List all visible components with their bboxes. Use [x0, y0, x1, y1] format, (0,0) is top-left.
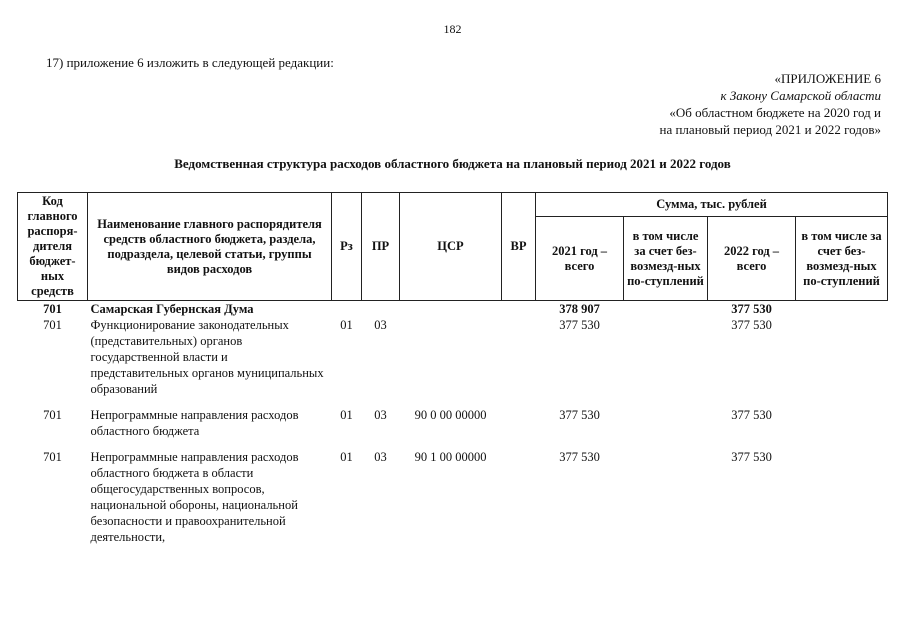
cell-vr: [502, 407, 536, 449]
cell-2022-free: [796, 449, 888, 555]
cell-name: Непрограммные направления расходов областного бюджета в области общегосударственных вопросов, национальной обороны, национальной безопасности и правоохранительной деятельности,: [90, 450, 299, 544]
col-header-name: Наименование главного распорядителя средств областного бюджета, раздела, подраздела, целевой статьи, группы видов расходов: [88, 193, 332, 301]
cell-vr: [502, 301, 536, 318]
cell-2021: 377 530: [559, 408, 600, 422]
col-header-2021: 2021 год – всего: [536, 217, 624, 301]
appendix-header: [660, 70, 882, 138]
cell-2022: 377 530: [731, 450, 772, 464]
cell-2022: 377 530: [731, 318, 772, 332]
appendix-law-title: «Об областном бюджете на 2020 год и: [669, 105, 881, 120]
cell-2022-free: [796, 317, 888, 407]
intro-text: 17) приложение 6 изложить в следующей редакции:: [46, 55, 334, 70]
col-header-csr: ЦСР: [400, 193, 502, 301]
cell-csr: 90 1 00 00000: [414, 450, 487, 464]
cell-2021: 378 907: [559, 302, 600, 316]
cell-code: 701: [43, 450, 62, 464]
appendix-law: к Закону Самарской области: [720, 88, 881, 103]
cell-2022: 377 530: [731, 408, 772, 422]
col-header-vr: ВР: [502, 193, 536, 301]
cell-pr: 03: [374, 450, 387, 464]
cell-rz: [332, 301, 362, 318]
table-row: [18, 317, 888, 407]
budget-table: [17, 192, 888, 555]
cell-rz: 01: [340, 318, 353, 332]
cell-rz: 01: [340, 450, 353, 464]
cell-pr: [362, 301, 400, 318]
cell-vr: [502, 317, 536, 407]
cell-2021-free: [624, 449, 708, 555]
table-row: [18, 449, 888, 555]
col-header-2022-free: в том числе за счет без-возмезд-ных по-ступлений: [796, 217, 888, 301]
table-row: [18, 301, 888, 318]
cell-csr: 90 0 00 00000: [414, 408, 487, 422]
col-header-2021-free: в том числе за счет без-возмезд-ных по-ступлений: [624, 217, 708, 301]
appendix-label: «ПРИЛОЖЕНИЕ 6: [774, 71, 881, 86]
col-header-2022: 2022 год – всего: [708, 217, 796, 301]
appendix-law-title-cont: на плановый период 2021 и 2022 годов»: [659, 122, 881, 137]
cell-name: Самарская Губернская Дума: [90, 302, 254, 316]
col-header-rz: Рз: [332, 193, 362, 301]
cell-csr: [400, 301, 502, 318]
col-header-pr: ПР: [362, 193, 400, 301]
cell-2021-free: [624, 407, 708, 449]
cell-2021: 377 530: [559, 318, 600, 332]
cell-pr: 03: [374, 318, 387, 332]
document-title: Ведомственная структура расходов областного бюджета на плановый период 2021 и 2022 годов: [174, 156, 731, 171]
cell-rz: 01: [340, 408, 353, 422]
table-row: [18, 407, 888, 449]
cell-2022-free: [796, 407, 888, 449]
cell-vr: [502, 449, 536, 555]
cell-name: Непрограммные направления расходов областного бюджета: [90, 408, 299, 438]
cell-code: 701: [43, 318, 62, 332]
cell-pr: 03: [374, 408, 387, 422]
cell-2021-free: [624, 317, 708, 407]
cell-csr: [400, 317, 502, 407]
table-header-row: [18, 193, 888, 217]
cell-code: 701: [43, 408, 62, 422]
cell-code: 701: [43, 302, 62, 316]
page-number: 182: [443, 22, 462, 36]
cell-2022: 377 530: [731, 302, 772, 316]
cell-2022-free: [796, 301, 888, 318]
cell-2021: 377 530: [559, 450, 600, 464]
col-header-sum: Сумма, тыс. рублей: [536, 193, 888, 217]
cell-2021-free: [624, 301, 708, 318]
cell-name: Функционирование законодательных (представительных) органов государственной власти и представительных органов муниципальных образований: [90, 318, 324, 396]
col-header-code: Код главного распоря-дителя бюджет-ных средств: [18, 193, 88, 301]
